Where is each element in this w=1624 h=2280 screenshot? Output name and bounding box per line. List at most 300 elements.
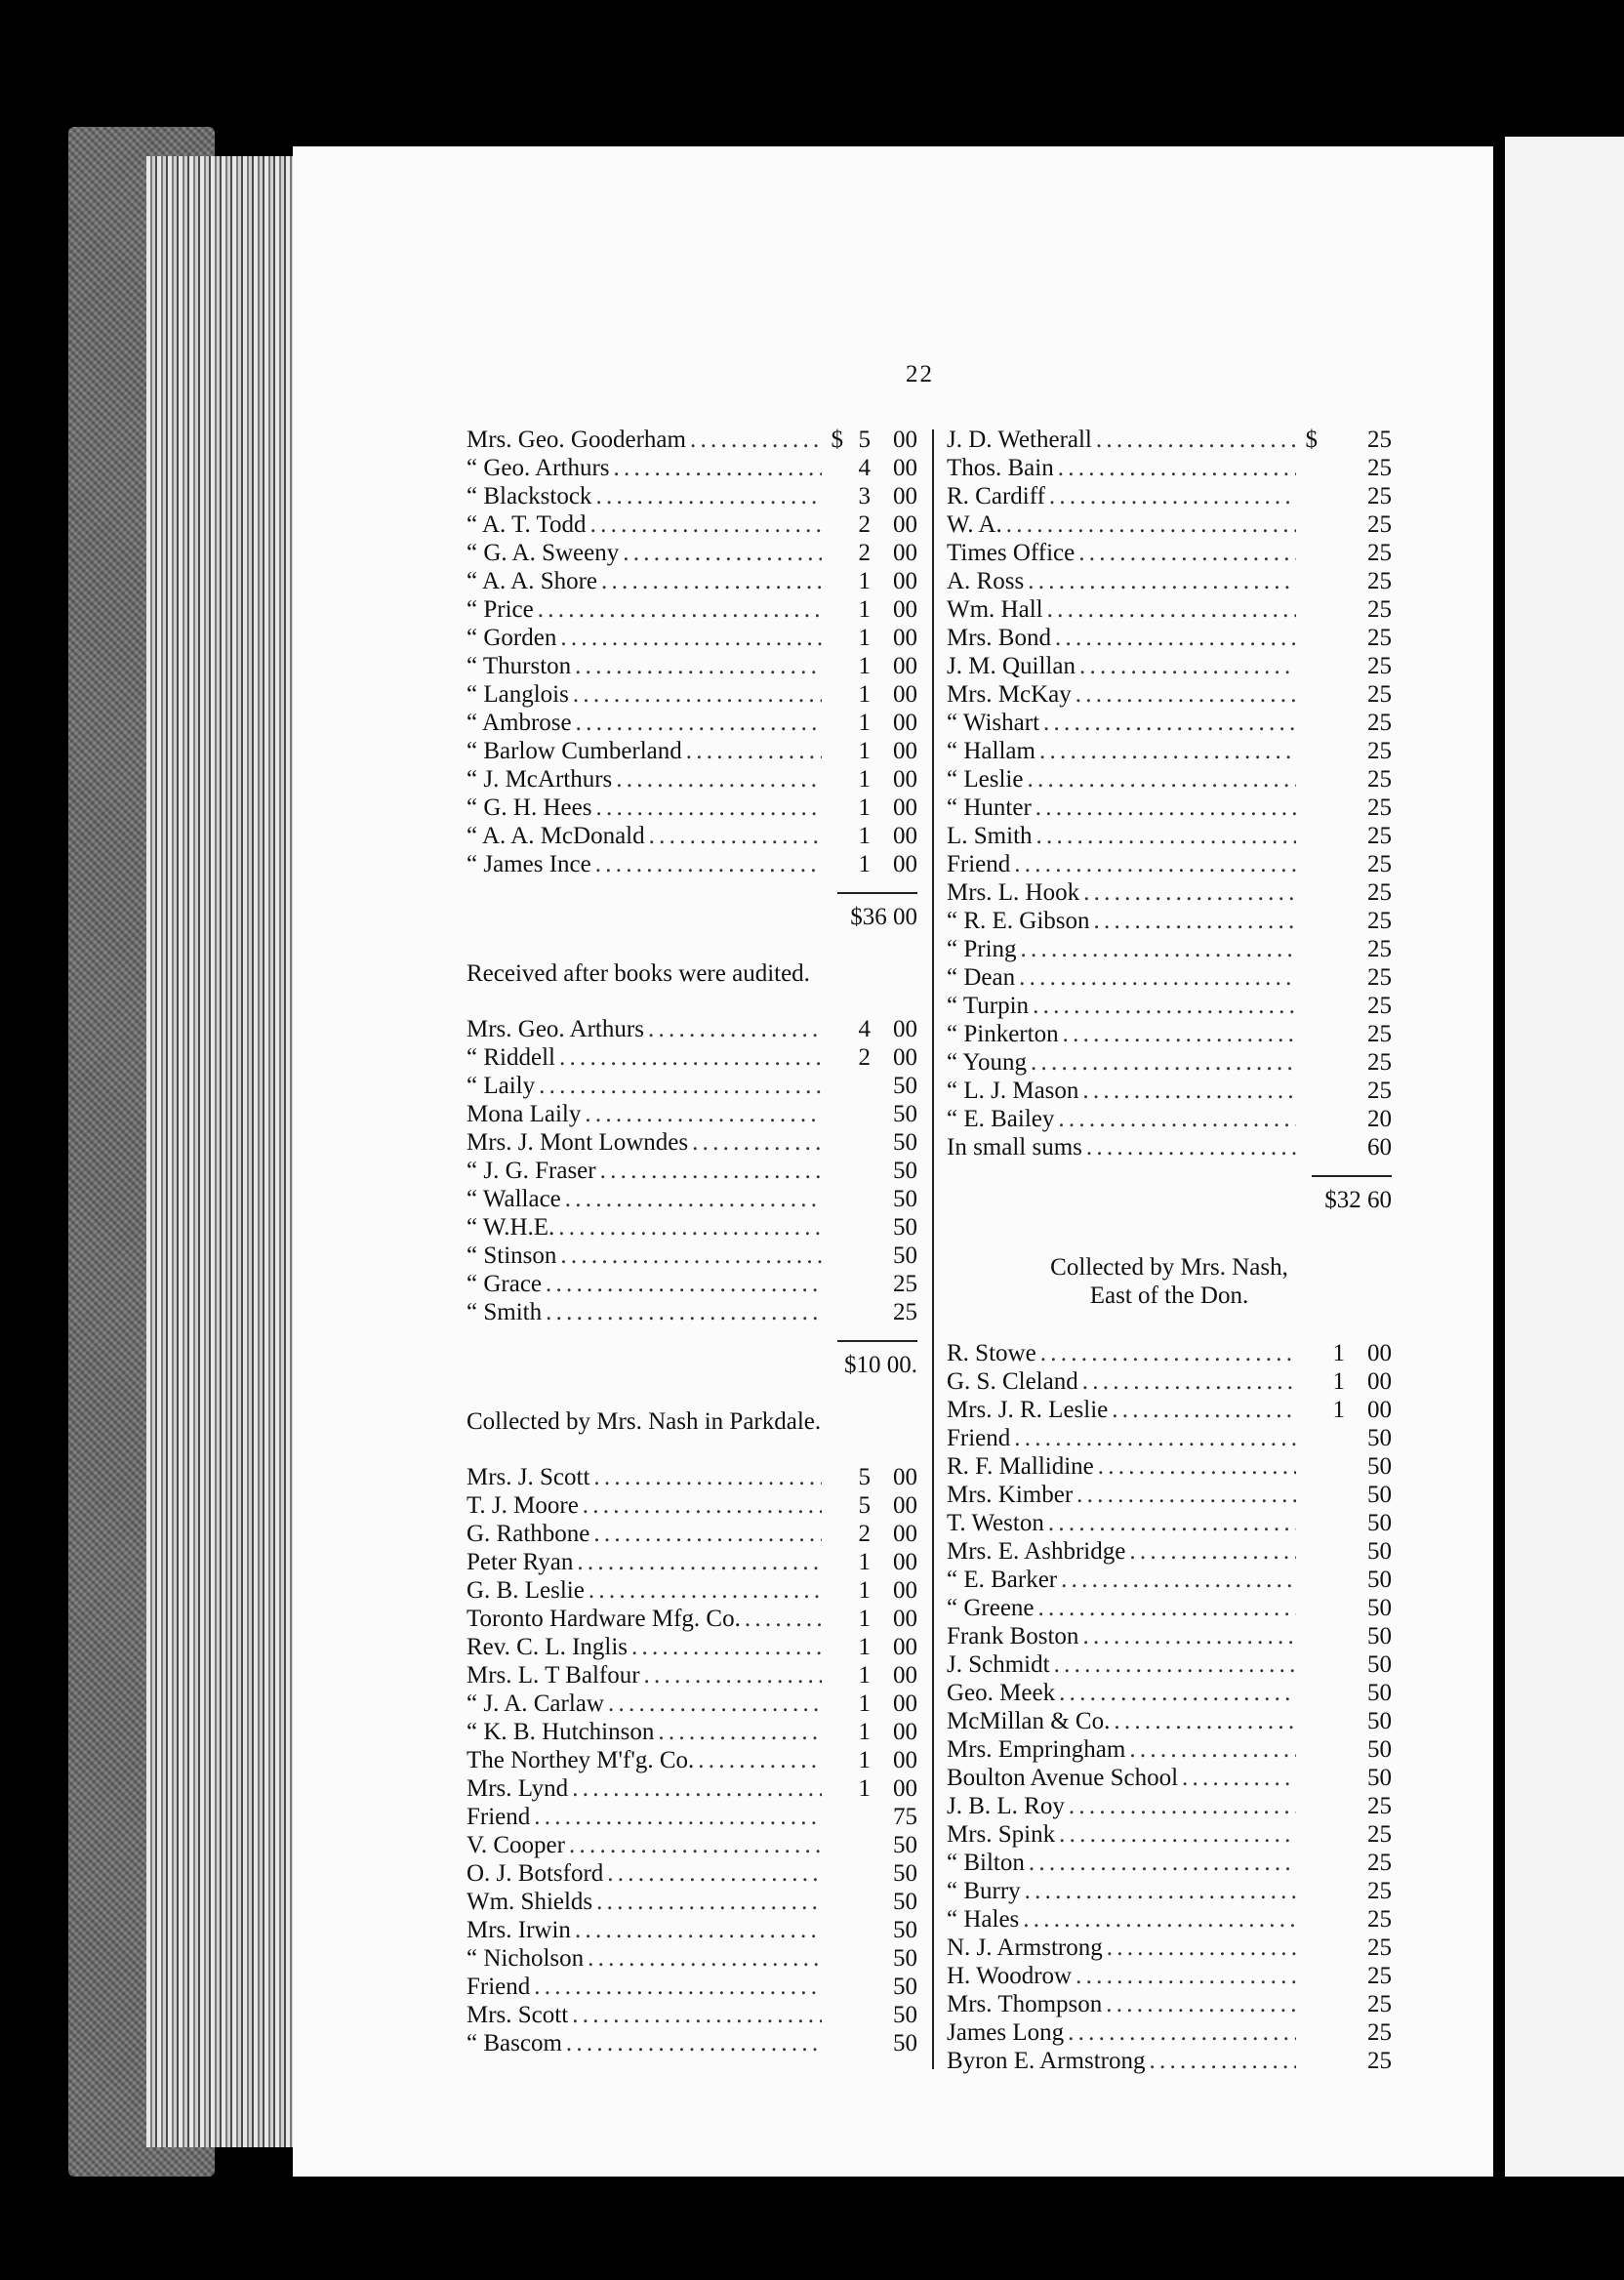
donor-name: W. A. [947,511,1002,538]
donor-name: “ Stinson [467,1242,557,1269]
ledger-row [467,1576,917,1605]
donor-name: “ Price [467,596,534,623]
ledger-row [467,1242,917,1270]
ledger-row [947,992,1392,1020]
leader-dots [1019,963,1296,992]
amount-dollars: 1 [858,653,871,679]
amount-cents: 00 [893,1775,917,1802]
amount-cents: 25 [1367,1021,1392,1047]
amount-cents: 00 [893,483,917,509]
donor-name: Mrs. L. Hook [947,879,1080,906]
leader-dots [1028,567,1296,595]
right-heading-line-1: Collected by Mrs. Nash, [1050,1254,1288,1281]
right-heading-2 [947,1253,1392,1310]
right-heading-line-2: East of the Don. [1089,1282,1249,1309]
amount-cents: 00 [893,710,917,736]
leader-dots [1082,1367,1296,1396]
donor-name: Mrs. Lynd [467,1775,569,1802]
ledger-row [947,1509,1392,1537]
donor-name: “ Thurston [467,653,572,679]
donor-name: Mrs. Scott [467,2002,569,2028]
donor-name: Mona Laily [467,1101,582,1127]
ledger-row [947,1133,1392,1161]
amount-cents: 75 [893,1804,917,1830]
amount-cents: 50 [1367,1651,1392,1678]
total-rule [1312,1175,1392,1177]
donor-name: Mrs. Geo. Gooderham [467,427,686,453]
amount-cents: 50 [1367,1425,1392,1451]
donor-name: Friend [947,851,1011,877]
donor-name: Rev. C. L. Inglis [467,1634,629,1660]
donor-name: T. Weston [947,1510,1044,1536]
amount-dollars: 1 [858,1775,871,1802]
donor-name: R. Stowe [947,1340,1036,1366]
amount-cents: 25 [1367,483,1392,509]
amount-dollars: 1 [858,681,871,708]
ledger-row [947,1537,1392,1566]
ledger-row [467,1661,917,1690]
leader-dots [1048,1509,1296,1537]
ledger-row [947,1820,1392,1849]
amount-cents: 00 [893,1719,917,1745]
ledger-row [467,454,917,482]
ledger-row [947,1077,1392,1105]
donor-name: “ James Ince [467,851,591,877]
amount-cents: 50 [893,1129,917,1156]
amount-dollars: 3 [858,483,871,509]
ledger-row [947,1622,1392,1650]
leader-dots [1076,680,1296,709]
donor-name: “ J. G. Fraser [467,1158,596,1184]
amount-cents: 50 [893,1889,917,1915]
leader-dots [745,1605,822,1633]
ledger-row [467,1944,917,1973]
donor-name: “ Turpin [947,993,1030,1019]
ledger-row [947,1594,1392,1622]
donor-name: A. Ross [947,568,1025,594]
amount-cents: 00 [893,1464,917,1490]
amount-cents: 00 [893,1690,917,1717]
leader-dots [1033,992,1296,1020]
leader-dots [1038,1594,1296,1622]
donor-name: Mrs. Empringham [947,1736,1126,1763]
amount-dollars: 2 [858,1521,871,1547]
leader-dots [593,1520,822,1548]
amount-cents: 00 [893,1016,917,1042]
ledger-row [947,1905,1392,1934]
donor-name: Byron E. Armstrong [947,2048,1146,2074]
amount-cents: 00 [1367,1397,1392,1423]
leader-dots [534,1803,822,1831]
donor-name: “ Pinkerton [947,1021,1059,1047]
left-total-1: $36 00 [850,904,917,930]
leader-dots [1106,1990,1296,2018]
ledger-row [947,878,1392,907]
leader-dots [623,539,822,567]
donor-name: “ J. A. Carlaw [467,1690,604,1717]
leader-dots [1059,1820,1296,1849]
amount-cents: 50 [1367,1510,1392,1536]
ledger-row [947,624,1392,652]
total-rule [837,892,917,894]
leader-dots [546,1270,822,1298]
amount-cents: 50 [1367,1567,1392,1593]
amount-cents: 60 [1367,1134,1392,1160]
ledger-row [467,1718,917,1746]
donor-name: Mrs. Kimber [947,1482,1074,1508]
ledger-row [467,1213,917,1242]
ledger-row [467,709,917,737]
ledger-row [947,765,1392,794]
leader-dots [1107,1934,1296,1962]
amount-dollars: 1 [858,625,871,651]
leader-dots [1061,1566,1296,1594]
ledger-row [467,2001,917,2029]
ledger-row [947,935,1392,963]
donor-name: “ Young [947,1049,1027,1076]
ledger-row [467,850,917,878]
amount-cents: 50 [893,1073,917,1099]
amount-cents: 50 [1367,1736,1392,1763]
right-total-1: $32 60 [1324,1187,1392,1213]
leader-dots [1025,1877,1296,1905]
ledger-row [947,1792,1392,1820]
donor-name: Friend [467,1804,531,1830]
amount-cents: 25 [1367,993,1392,1019]
ledger-row [947,794,1392,822]
amount-cents: 50 [1367,1453,1392,1480]
amount-cents: 50 [1367,1680,1392,1706]
donor-name: Mrs. Spink [947,1821,1056,1848]
leader-dots [1069,1792,1296,1820]
ledger-row [467,595,917,624]
leader-dots [607,1859,822,1888]
ledger-row [467,2029,917,2057]
donor-name: “ Langlois [467,681,569,708]
leader-dots [644,1661,822,1690]
ledger-row [947,1566,1392,1594]
ledger-row [467,1185,917,1213]
ledger-row [947,567,1392,595]
amount-dollars: 1 [858,710,871,736]
donor-name: James Long [947,2019,1065,2046]
leader-dots [616,765,822,794]
amount-cents: 25 [1367,964,1392,991]
leader-dots [1036,822,1296,850]
amount-cents: 25 [1367,1991,1392,2017]
leader-dots [601,567,822,595]
amount-cents: 50 [1367,1482,1392,1508]
leader-dots [538,595,822,624]
leader-dots [1082,1622,1296,1650]
ledger-row [947,1990,1392,2018]
amount-cents: 00 [893,1662,917,1689]
amount-cents: 00 [893,766,917,793]
leader-dots [1021,935,1296,963]
ledger-row [947,510,1392,539]
leader-dots [575,652,822,680]
ledger-row [467,1491,917,1520]
amount-dollars: 2 [858,540,871,566]
amount-dollars: 1 [858,823,871,849]
donor-name: “ Leslie [947,766,1024,793]
amount-dollars: 4 [858,1016,871,1042]
ledger-row [947,1020,1392,1048]
amount-cents: 20 [1367,1106,1392,1132]
leader-dots [558,1213,822,1242]
donor-name: Mrs. McKay [947,681,1072,708]
donor-name: “ Laily [467,1073,536,1099]
donor-name: Wm. Hall [947,596,1043,623]
ledger-row [947,1105,1392,1133]
donor-name: “ Wishart [947,710,1040,736]
amount-cents: 25 [1367,1049,1392,1076]
leader-dots [572,2001,822,2029]
leader-dots [600,1157,822,1185]
leader-dots [546,1298,822,1326]
ledger-row [947,680,1392,709]
amount-cents: 00 [893,1577,917,1604]
leader-dots [1096,426,1296,454]
leader-dots [1098,1452,1296,1481]
leader-dots [534,1973,822,2001]
amount-cents: 50 [893,1974,917,2000]
donor-name: “ Hallam [947,738,1035,764]
donor-name: J. M. Quillan [947,653,1076,679]
amount-cents: 25 [1367,681,1392,708]
amount-cents: 25 [1367,908,1392,934]
donor-name: Thos. Bain [947,455,1054,481]
amount-dollars: 5 [858,1492,871,1519]
ledger-row [467,765,917,794]
ledger-row [467,680,917,709]
leader-dots [648,1015,822,1043]
leader-dots [1023,1905,1296,1934]
amount-cents: 00 [893,794,917,821]
donor-name: J. D. Wetherall [947,427,1092,453]
ledger-row [467,1633,917,1661]
page-edges [146,156,303,2147]
leader-dots [577,1548,822,1576]
donor-name: “ J. McArthurs [467,766,613,793]
donor-name: J. Schmidt [947,1651,1050,1678]
donor-name: Friend [467,1974,531,2000]
leader-dots [698,1746,822,1774]
amount-cents: 25 [1367,1078,1392,1104]
amount-cents: 00 [893,1606,917,1632]
ledger-row [467,510,917,539]
amount-dollars: 2 [858,1044,871,1071]
leader-dots [595,850,822,878]
leader-dots [1112,1396,1296,1424]
leader-dots [1043,709,1296,737]
ledger-row [467,1916,917,1944]
amount-dollars: 1 [1332,1397,1345,1423]
leader-dots [585,1100,822,1128]
leader-dots [1035,794,1296,822]
donor-name: Frank Boston [947,1623,1079,1649]
ledger-row [947,539,1392,567]
ledger-row [467,1690,917,1718]
amount-cents: 00 [893,1521,917,1547]
donor-name: G. S. Cleland [947,1368,1078,1395]
leader-dots [1114,1707,1296,1735]
amount-cents: 25 [893,1299,917,1325]
leader-dots [589,1576,822,1605]
donor-name: In small sums [947,1134,1082,1160]
amount-cents: 00 [893,1492,917,1519]
amount-cents: 25 [1367,738,1392,764]
amount-dollars: 1 [858,1719,871,1745]
leader-dots [565,1185,822,1213]
amount-cents: 50 [893,1158,917,1184]
ledger-row [467,1015,917,1043]
donor-name: Mrs. E. Ashbridge [947,1538,1126,1565]
leader-dots [1031,1048,1296,1077]
page-number: 22 [906,361,934,387]
ledger-row [467,1605,917,1633]
leader-dots [631,1633,822,1661]
ledger-row [947,482,1392,510]
ledger-row [467,1128,917,1157]
amount-cents: 50 [893,1917,917,1943]
ledger-row [467,1270,917,1298]
donor-name: V. Cooper [467,1832,565,1858]
leader-dots [1082,1077,1296,1105]
left-heading-2: Received after books were audited. [467,960,810,987]
donor-name: “ Smith [467,1299,543,1325]
ledger-row [467,652,917,680]
amount-cents: 25 [1367,879,1392,906]
amount-cents: 25 [1367,1793,1392,1819]
amount-cents: 25 [1367,766,1392,793]
leader-dots [1079,652,1296,680]
donor-name: N. J. Armstrong [947,1934,1103,1961]
ledger-row [947,595,1392,624]
amount-cents: 25 [1367,823,1392,849]
leader-dots [590,510,822,539]
leader-dots [588,1944,822,1973]
donor-name: “ E. Barker [947,1567,1058,1593]
ledger-row [467,1520,917,1548]
donor-name: J. B. L. Roy [947,1793,1065,1819]
amount-cents: 50 [893,1832,917,1858]
amount-cents: 50 [1367,1708,1392,1734]
leader-dots [1014,1424,1296,1452]
amount-cents: 00 [893,511,917,538]
leader-dots [1055,624,1296,652]
amount-cents: 25 [1367,2048,1392,2074]
amount-cents: 25 [1367,1934,1392,1961]
donor-name: Mrs. Irwin [467,1917,571,1943]
amount-dollars: 1 [858,766,871,793]
ledger-row [947,850,1392,878]
ledger-row [947,1481,1392,1509]
donor-name: “ Hunter [947,794,1032,821]
amount-cents: 25 [1367,2019,1392,2046]
column-divider [932,429,934,2069]
amount-cents: 25 [1367,568,1392,594]
left-total-2: $10 00. [844,1352,917,1378]
donor-name: “ Riddell [467,1044,555,1071]
amount-cents: 25 [1367,1850,1392,1876]
donor-name: McMillan & Co. [947,1708,1111,1734]
amount-cents: 50 [893,1186,917,1212]
ledger-row [947,822,1392,850]
leader-dots [560,624,822,652]
ledger-row [947,1679,1392,1707]
leader-dots [1182,1764,1296,1792]
amount-cents: 00 [893,681,917,708]
amount-cents: 25 [1367,936,1392,962]
leader-dots [1059,1679,1296,1707]
amount-cents: 00 [893,653,917,679]
leader-dots [608,1690,822,1718]
leader-dots [1047,595,1296,624]
amount-dollars: 1 [858,1549,871,1575]
amount-cents: 00 [893,625,917,651]
ledger-row [947,454,1392,482]
amount-cents: 25 [893,1271,917,1297]
ledger-row [467,1100,917,1128]
leader-dots [1094,907,1296,935]
leader-dots [1006,510,1296,539]
donor-name: “ Grace [467,1271,543,1297]
ledger-row [947,1962,1392,1990]
ledger-row [947,1849,1392,1877]
amount-cents: 50 [893,1945,917,1972]
leader-dots [583,1491,822,1520]
ledger-row [467,426,917,454]
left-block-1 [467,426,917,878]
amount-cents: 25 [1367,625,1392,651]
donor-name: G. Rathbone [467,1521,590,1547]
amount-cents: 00 [893,455,917,481]
donor-name: “ Wallace [467,1186,561,1212]
donor-name: L. Smith [947,823,1033,849]
amount-cents: 00 [893,851,917,877]
amount-cents: 25 [1367,1878,1392,1904]
ledger-row [467,822,917,850]
donor-name: “ R. E. Gibson [947,908,1090,934]
leader-dots [649,822,822,850]
amount-dollars: 1 [858,1690,871,1717]
donor-name: Times Office [947,540,1076,566]
total-rule [837,1340,917,1342]
amount-cents: 25 [1367,710,1392,736]
amount-cents: 00 [893,823,917,849]
ledger-row [467,1043,917,1072]
leader-dots [572,1774,822,1803]
donor-name: Peter Ryan [467,1549,574,1575]
donor-name: T. J. Moore [467,1492,579,1519]
amount-cents: 50 [893,2030,917,2056]
left-column [467,426,917,2057]
ledger-row [467,1746,917,1774]
donor-name: “ A. A. Shore [467,568,598,594]
amount-cents: 50 [893,1101,917,1127]
amount-dollars: 1 [1332,1340,1345,1366]
leader-dots [1083,878,1296,907]
leader-dots [596,1888,822,1916]
ledger-row [467,794,917,822]
leader-dots [1014,850,1296,878]
donor-name: “ Greene [947,1595,1035,1621]
amount-dollars: 5 [858,427,871,453]
leader-dots [1058,1105,1296,1133]
donor-name: “ A. T. Todd [467,511,587,538]
amount-cents: 00 [893,1549,917,1575]
